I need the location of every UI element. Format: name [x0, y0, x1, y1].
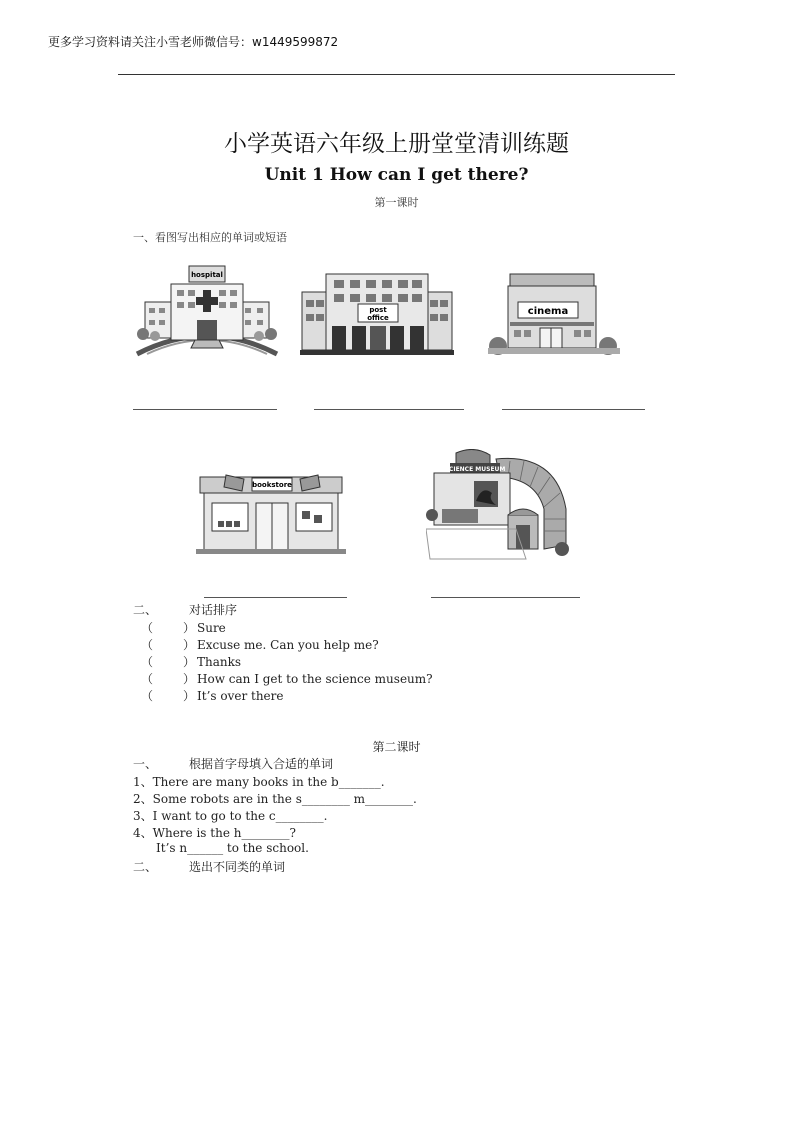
part-two-heading [133, 601, 237, 618]
answer-line-post-office[interactable] [314, 409, 464, 410]
bookstore-picture [196, 471, 346, 555]
answer-line-hospital[interactable] [133, 409, 277, 410]
fill-blank-item[interactable]: It’s n______ to the school. [156, 841, 309, 855]
dialogue-item[interactable] [141, 653, 241, 670]
part-one-heading: 一、看图写出相应的单词或短语 [133, 231, 287, 244]
part-three-heading [133, 755, 333, 772]
science-museum-picture [426, 449, 572, 565]
part-three-number: 一、 [133, 757, 158, 771]
page-title: 小学英语六年级上册堂堂清训练题 [224, 131, 569, 157]
post-sign-text: post [369, 306, 387, 314]
unit-subtitle: Unit 1 How can I get there? [264, 165, 529, 185]
answer-line-science-museum[interactable] [431, 597, 580, 598]
part-four-title: 选出不同类的单词 [189, 860, 286, 874]
header-note: 更多学习资料请关注小雪老师微信号：w1449599872 [48, 35, 339, 49]
order-blank[interactable]: （ ） [141, 655, 196, 669]
dialogue-text: Sure [197, 621, 226, 635]
answer-line-cinema[interactable] [502, 409, 645, 410]
dialogue-item[interactable] [141, 636, 379, 653]
dialogue-text: It’s over there [197, 689, 284, 703]
order-blank[interactable]: （ ） [141, 689, 196, 703]
fill-blank-item[interactable]: 3、I want to go to the c________. [133, 809, 328, 823]
answer-line-bookstore[interactable] [204, 597, 347, 598]
cinema-picture [488, 270, 620, 358]
hospital-picture [133, 262, 281, 362]
part-three-title: 根据首字母填入合适的单词 [189, 757, 334, 771]
fill-blank-item[interactable]: 2、Some robots are in the s________ m________. [133, 792, 417, 806]
order-blank[interactable]: （ ） [141, 638, 196, 652]
fill-blank-item[interactable]: 4、Where is the h________? [133, 826, 296, 840]
header-rule [118, 74, 675, 75]
dialogue-text: Excuse me. Can you help me? [197, 638, 379, 652]
bookstore-sign-text: bookstore [252, 481, 292, 489]
hospital-sign-text: hospital [191, 271, 223, 279]
fill-blank-item[interactable]: 1、There are many books in the b_______. [133, 775, 385, 789]
part-two-number: 二、 [133, 603, 158, 617]
post-office-picture [300, 270, 454, 356]
cinema-sign-text: cinema [527, 306, 569, 317]
order-blank[interactable]: （ ） [141, 621, 196, 635]
order-blank[interactable]: （ ） [141, 672, 196, 686]
part-two-title: 对话排序 [189, 603, 238, 617]
dialogue-item[interactable] [141, 687, 284, 704]
science-museum-sign-text: SCIENCE MUSEUM [444, 466, 506, 473]
dialogue-item[interactable] [141, 619, 226, 636]
dialogue-item[interactable] [141, 670, 433, 687]
dialogue-text: Thanks [197, 655, 242, 669]
dialogue-text: How can I get to the science museum? [197, 672, 433, 686]
lesson-two-label: 第二课时 [372, 740, 421, 754]
part-four-heading [133, 858, 285, 875]
office-sign-text: office [367, 314, 389, 322]
lesson-one-label: 第一课时 [374, 196, 419, 209]
part-four-number: 二、 [133, 860, 158, 874]
